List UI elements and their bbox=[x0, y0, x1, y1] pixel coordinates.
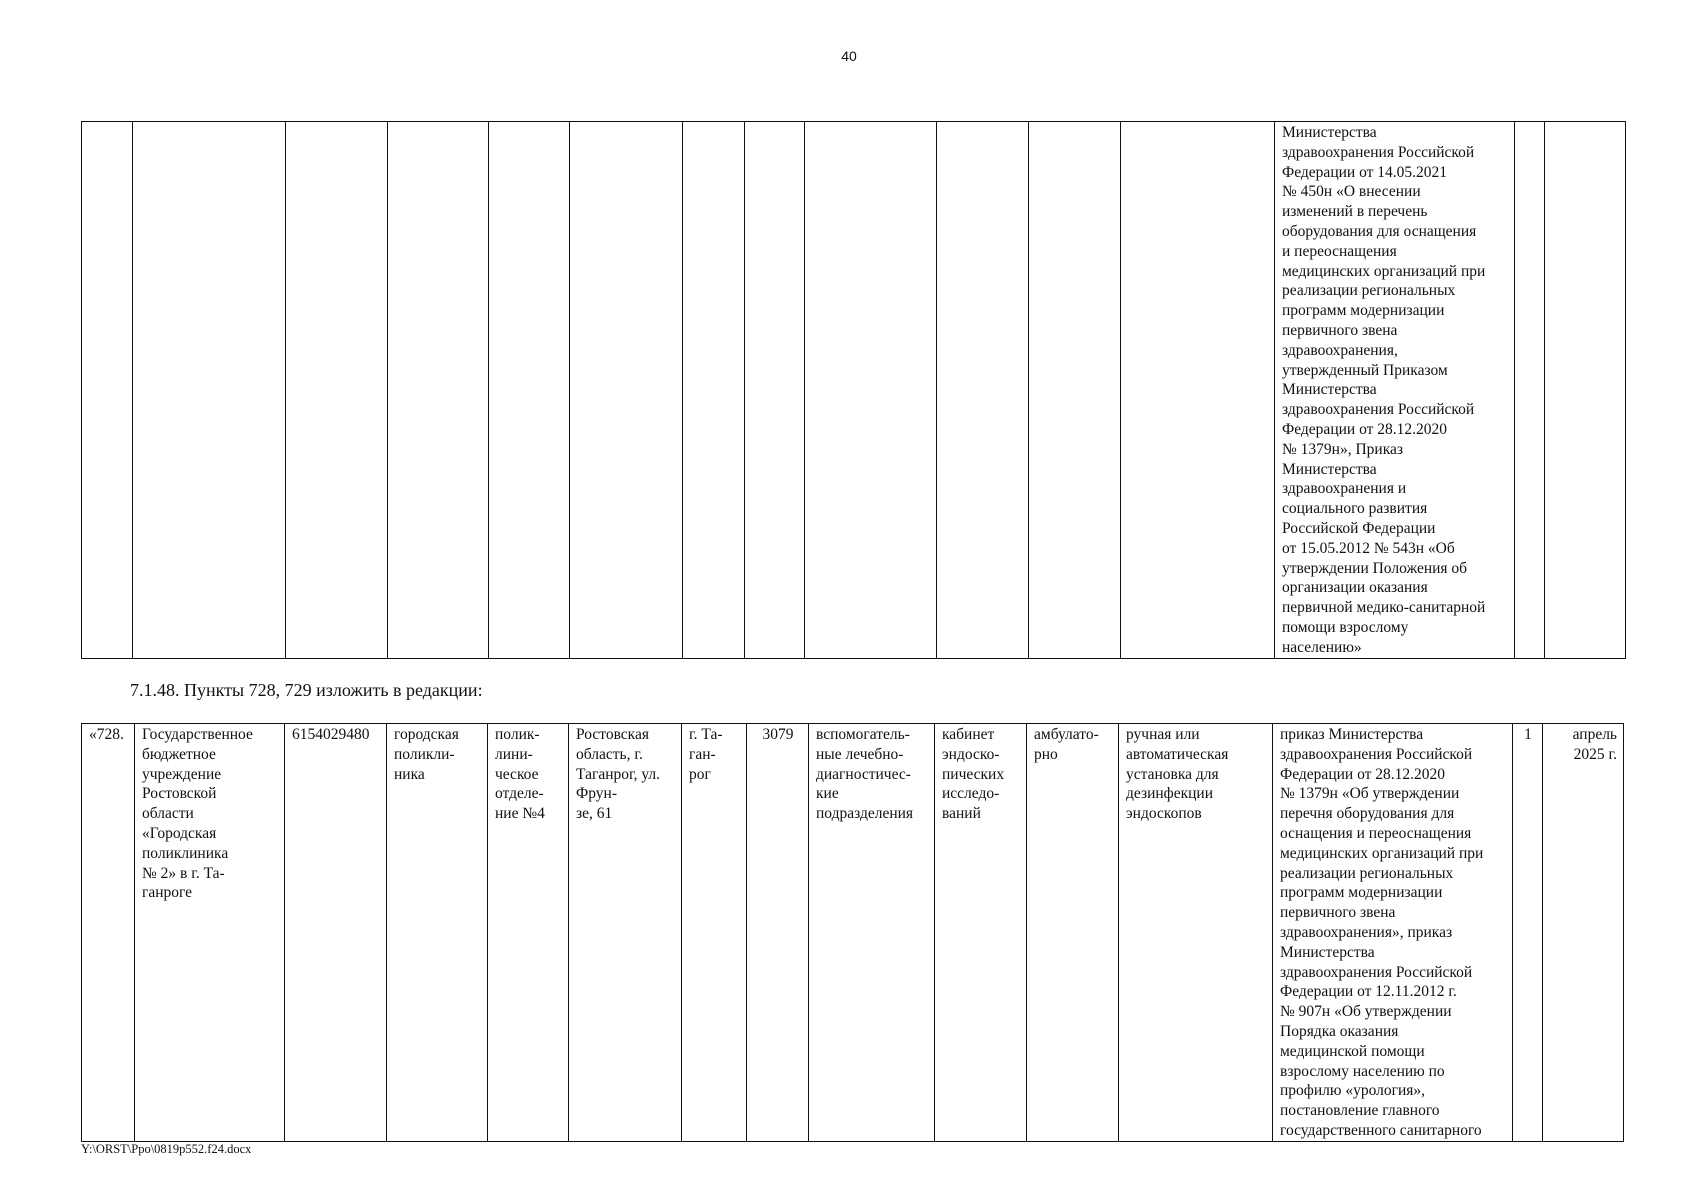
table-row bbox=[82, 724, 1624, 1142]
cell-organization bbox=[133, 122, 286, 659]
cell-legal-basis: Министерства здравоохранения Российской Федерации от 14.05.2021 № 450н «О внесении изменений в перечень оборудования для оснащения и переоснащения медицинских организаций при реализации региональных программ модернизации первичного звена здравоохранения, утвержденный Приказом Министерства здравоохранения Российской Федерации от 28.12.2020 № 1379н», Приказ Министерства здравоохранения и социального развития Российской Федерации от 15.05.2012 № 543н «Об утверждении Положения об организации оказания первичной медико-санитарной помощи взрослому населению» bbox=[1275, 122, 1515, 659]
cell-room: кабинет эндоско- пических исследо- ваний bbox=[935, 724, 1027, 1142]
cell-city: г. Та- ган- рог bbox=[682, 724, 747, 1142]
cell-code: 3079 bbox=[747, 724, 809, 1142]
file-path-footer: Y:\ORST\Ppo\0819p552.f24.docx bbox=[81, 1142, 252, 1156]
table-row bbox=[82, 122, 1626, 659]
cell-city bbox=[683, 122, 745, 659]
cell-subdivision bbox=[489, 122, 570, 659]
cell-inn: 6154029480 bbox=[285, 724, 387, 1142]
cell-number bbox=[82, 122, 133, 659]
cell-deadline bbox=[1545, 122, 1626, 659]
cell-quantity: 1 bbox=[1513, 724, 1543, 1142]
cell-care-form bbox=[1029, 122, 1121, 659]
cell-equipment: ручная или автоматическая установка для дезинфекции эндоскопов bbox=[1119, 724, 1273, 1142]
cell-org-type: городская поликли- ника bbox=[387, 724, 488, 1142]
cell-organization: Государственное бюджетное учреждение Ростовской области «Городская поликлиника № 2» в г. Та- ганроге bbox=[135, 724, 285, 1142]
amendment-paragraph: 7.1.48. Пункты 728, 729 изложить в редакции: bbox=[130, 680, 483, 700]
cell-address bbox=[570, 122, 683, 659]
cell-inn bbox=[286, 122, 388, 659]
cell-quantity bbox=[1515, 122, 1545, 659]
cell-room bbox=[937, 122, 1029, 659]
cell-code bbox=[745, 122, 805, 659]
cell-unit-type: вспомогатель- ные лечебно- диагностичес- кие подразделения bbox=[809, 724, 935, 1142]
cell-unit-type bbox=[805, 122, 937, 659]
cell-address: Ростовская область, г. Таганрог, ул. Фрун- зе, 61 bbox=[569, 724, 682, 1142]
cell-care-form: амбулато- рно bbox=[1027, 724, 1119, 1142]
cell-equipment bbox=[1121, 122, 1275, 659]
cell-number: «728. bbox=[82, 724, 135, 1142]
cell-deadline: апрель 2025 г. bbox=[1543, 724, 1624, 1142]
amended-items-table bbox=[81, 723, 1624, 1142]
cell-subdivision: полик- лини- ческое отделе- ние №4 bbox=[488, 724, 569, 1142]
continued-table bbox=[81, 121, 1626, 659]
page-number: 40 bbox=[841, 48, 857, 64]
cell-org-type bbox=[388, 122, 489, 659]
cell-legal-basis: приказ Министерства здравоохранения Российской Федерации от 28.12.2020 № 1379н «Об утверждении перечня оборудования для оснащения и переоснащения медицинских организаций при реализации региональных программ модернизации первичного звена здравоохранения», приказ Министерства здравоохранения Российской Федерации от 12.11.2012 г. № 907н «Об утверждении Порядка оказания медицинской помощи взрослому населению по профилю «урология», постановление главного государственного санитарного bbox=[1273, 724, 1513, 1142]
